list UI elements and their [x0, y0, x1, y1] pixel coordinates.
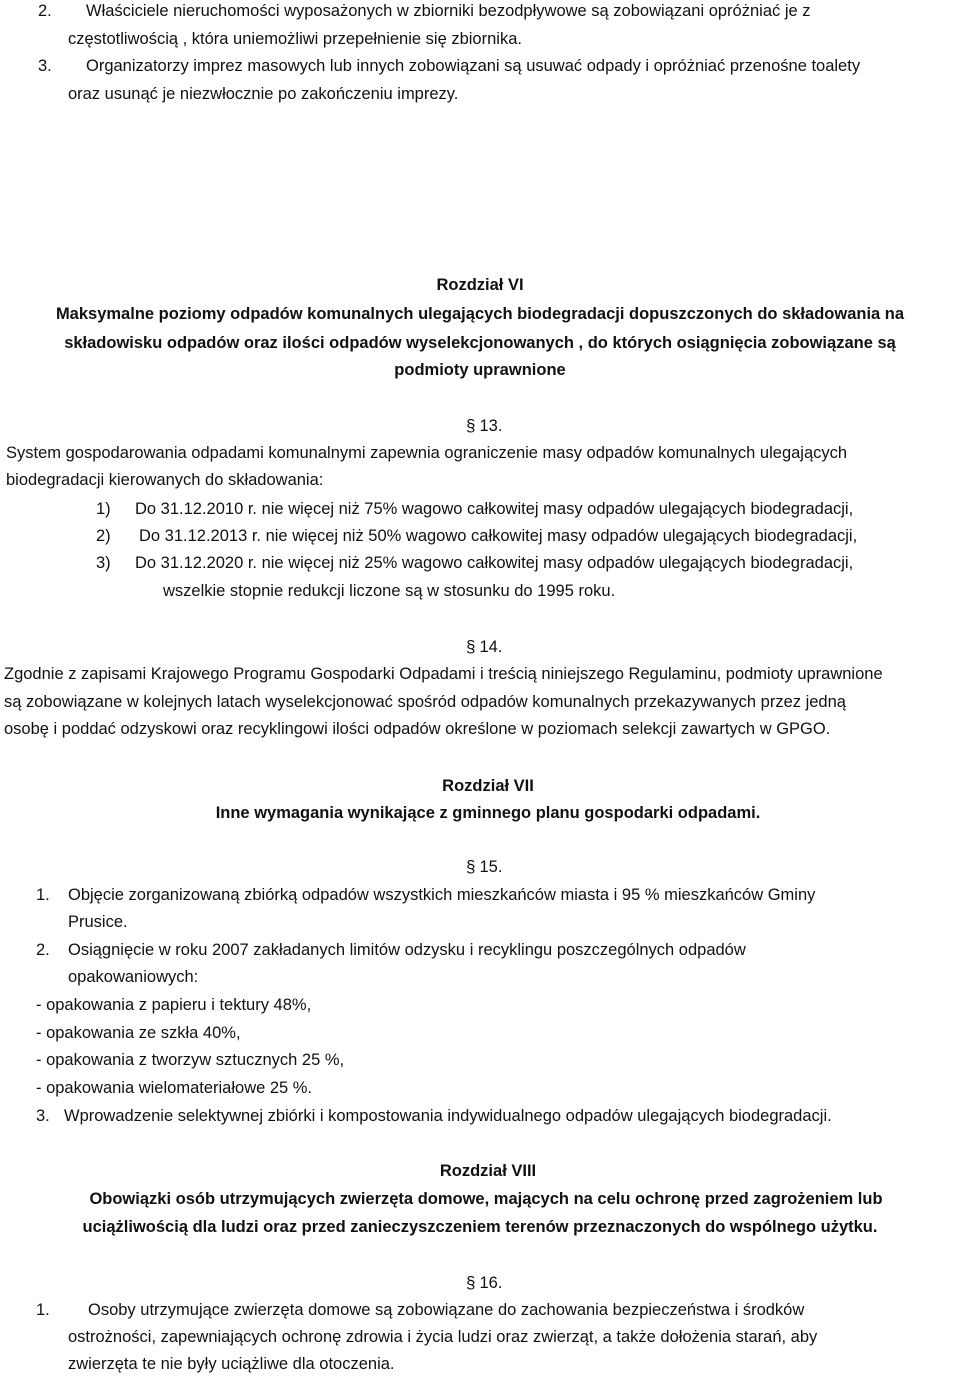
chapter-subtitle: Maksymalne poziomy odpadów komunalnych ulegających biodegradacji dopuszczonych do składowania na [55, 305, 905, 323]
list-item-text: opakowaniowych: [68, 968, 199, 986]
chapter-subtitle: uciążliwością dla ludzi oraz przed zanieczyszczeniem terenów przeznaczonych do wspólnego użytku. [82, 1218, 878, 1236]
section-symbol: § [466, 857, 476, 876]
list-item-text: Objęcie zorganizowaną zbiórką odpadów wszystkich mieszkańców miasta i 95 % mieszkańców Gminy [68, 886, 816, 904]
paragraph-line: osobę i poddać odzyskowi oraz recyklingowi ilości odpadów określone w poziomach selekcji zawartych w GPGO. [4, 720, 831, 738]
paragraph-line: System gospodarowania odpadami komunalnymi zapewnia ograniczenie masy odpadów komunalnych ulegających [6, 444, 848, 462]
list-item-text: Do 31.12.2020 r. nie więcej niż 25% wagowo całkowitej masy odpadów ulegających biodegradacji, [135, 554, 854, 572]
list-item-text: zwierzęta te nie były uciążliwe dla otoczenia. [68, 1355, 395, 1373]
dash-item: - opakowania ze szkła 40%, [36, 1024, 241, 1042]
chapter-subtitle: składowisku odpadów oraz ilości odpadów wyselekcjonowanych , do których osiągnięcia zobowiązane są [64, 334, 896, 352]
list-number: 3. [36, 1107, 50, 1125]
dash-item: - opakowania wielomateriałowe 25 %. [36, 1079, 313, 1097]
dash-item: - opakowania z tworzyw sztucznych 25 %, [36, 1051, 345, 1069]
section-number: 15. [479, 858, 503, 876]
chapter-subtitle: podmioty uprawnione [394, 361, 566, 379]
section-heading [466, 412, 502, 441]
list-item-text: częstotliwością , która uniemożliwi przepełnienie się zbiornika. [68, 30, 522, 48]
chapter-subtitle: Obowiązki osób utrzymujących zwierzęta domowe, mających na celu ochronę przed zagrożeniem lub [89, 1190, 883, 1208]
list-item-text: ostrożności, zapewniających ochronę zdrowia i życia ludzi oraz zwierząt, a także dołożenia starań, aby [68, 1328, 818, 1346]
section-heading [466, 853, 502, 882]
list-item-text: Organizatorzy imprez masowych lub innych zobowiązani są usuwać odpady i opróżniać przenośne toalety [86, 57, 861, 75]
section-heading [466, 1269, 502, 1298]
chapter-title: Rozdział VIII [439, 1162, 537, 1180]
list-item-text: oraz usunąć je niezwłocznie po zakończeniu imprezy. [68, 85, 459, 103]
section-number: 13. [479, 417, 503, 435]
section-symbol: § [466, 637, 476, 656]
section-symbol: § [466, 416, 476, 435]
list-item-text: Właściciele nieruchomości wyposażonych w zbiorniki bezodpływowe są zobowiązani opróżniać je z [86, 2, 811, 20]
section-number: 16. [479, 1274, 503, 1292]
dash-item: - opakowania z papieru i tektury 48%, [36, 996, 312, 1014]
list-number: 2. [36, 941, 50, 959]
paragraph-line: Zgodnie z zapisami Krajowego Programu Gospodarki Odpadami i treścią niniejszego Regulaminu, podmioty uprawnione [4, 665, 883, 683]
section-symbol: § [466, 1273, 476, 1292]
list-number: 3) [96, 554, 111, 572]
chapter-subtitle: Inne wymagania wynikające z gminnego planu gospodarki odpadami. [215, 804, 761, 822]
list-item-text: Wprowadzenie selektywnej zbiórki i kompostowania indywidualnego odpadów ulegających biodegradacji. [64, 1107, 832, 1125]
list-item-text: Do 31.12.2013 r. nie więcej niż 50% wagowo całkowitej masy odpadów ulegających biodegradacji, [139, 527, 858, 545]
section-heading [466, 633, 502, 662]
list-item-text: Prusice. [68, 913, 128, 931]
section-number: 14. [479, 638, 503, 656]
list-number: 2) [96, 527, 111, 545]
list-number: 1. [36, 886, 50, 904]
list-item-text: Osiągnięcie w roku 2007 zakładanych limitów odzysku i recyklingu poszczególnych odpadów [68, 941, 746, 959]
paragraph-line: są zobowiązane w kolejnych latach wyselekcjonować spośród odpadów komunalnych przekazywanych przez jedną [4, 693, 846, 711]
chapter-title: Rozdział VII [442, 777, 534, 795]
list-item-text: Do 31.12.2010 r. nie więcej niż 75% wagowo całkowitej masy odpadów ulegających biodegradacji, [135, 500, 854, 518]
list-number: 3. [38, 57, 52, 75]
list-number: 1) [96, 500, 111, 518]
chapter-title: Rozdział VI [436, 276, 524, 294]
list-number: 2. [38, 2, 52, 20]
list-item-text: Osoby utrzymujące zwierzęta domowe są zobowiązane do zachowania bezpieczeństwa i środków [88, 1301, 805, 1319]
paragraph-line: wszelkie stopnie redukcji liczone są w stosunku do 1995 roku. [163, 582, 616, 600]
list-number: 1. [36, 1301, 50, 1319]
paragraph-line: biodegradacji kierowanych do składowania: [6, 471, 324, 489]
